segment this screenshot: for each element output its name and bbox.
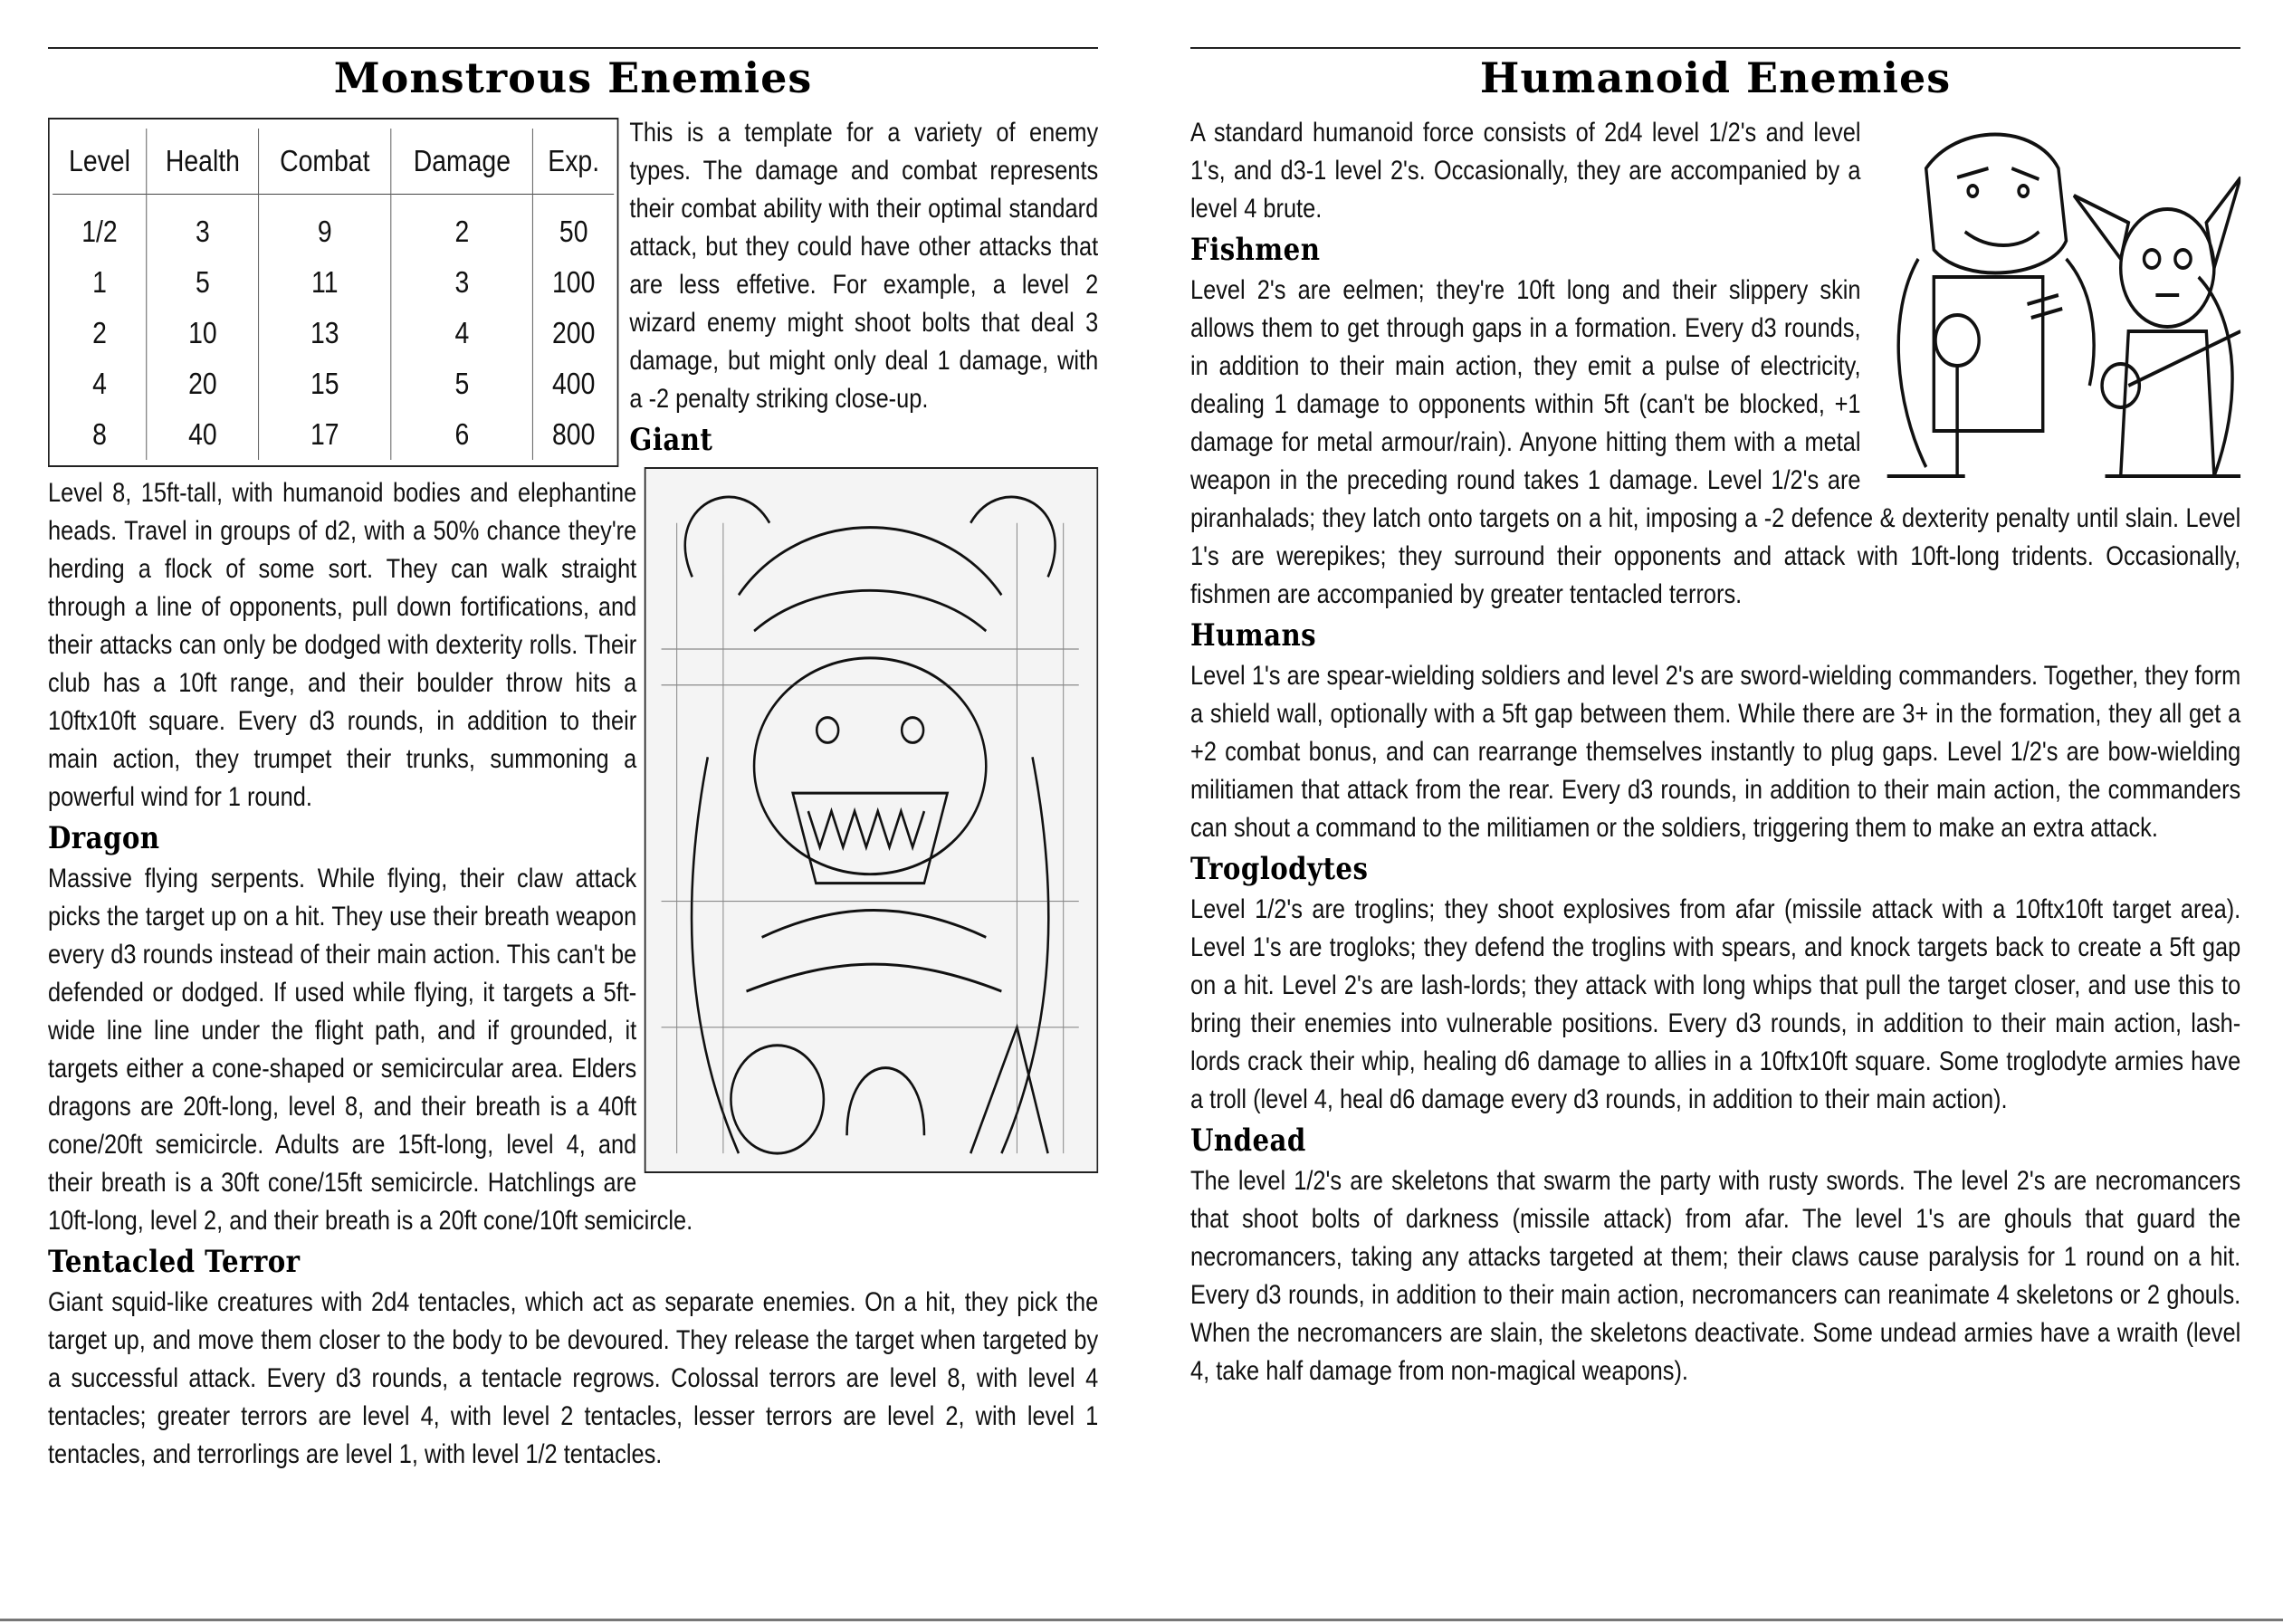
bottom-rule (0, 1619, 2283, 1621)
table-cell: 2 (53, 308, 147, 358)
table-cell: 8 (53, 409, 147, 460)
section-text-troglodytes: Level 1/2's are troglins; they shoot explosives from afar (missile attack with a 10ftx10ft target area). Level 1's are trogloks; they defend the troglins with spears, and knock targets back to create a 5ft gap on a hit. Level 2's are lash-lords; they attack with long whips that pull the target closer, and use this to bring their enemies into vulnerable positions. Every d3 rounds, in addition to their main action, lash-lords crack their whip, healing d6 damage to allies in a 10ftx10ft square. Some troglodyte armies have a troll (level 4, heal d6 damage every d3 rounds, in addition to their main action). (1190, 894, 2241, 1114)
section-heading-tentacled-terror: Tentacled Terror (48, 1244, 301, 1280)
table-cell: 50 (559, 215, 588, 248)
intro-paragraph: This is a template for a variety of enemy types. The damage and combat represents their combat ability with their optimal standard attack, but they could have other attacks that are less effetive. For example, a level 2 wizard enemy might shoot bolts that deal 3 damage, but might only deal 1 damage, with a -2 penalty striking close-up. (629, 118, 1099, 414)
table-cell: 6 (391, 409, 533, 460)
section-heading-dragon: Dragon (48, 820, 160, 856)
section-heading-fishmen: Fishmen (1190, 232, 1321, 268)
stat-table (53, 129, 614, 460)
table-row (53, 358, 614, 409)
right-page-body (1190, 114, 2240, 1390)
table-row (53, 409, 614, 460)
table-cell: 3 (391, 257, 533, 308)
section-text-undead: The level 1/2's are skeletons that swarm the party with rusty swords. The level 2's are necromancers that shoot bolts of darkness (missile attack) from afar. The level 1's are ghouls that guard the necromancers, taking any attacks targeted at them; their claws cause paralysis for 1 round on a hit. Every d3 rounds, in addition to their main action, necromancers can reanimate 4 skeletons or 2 ghouls. When the necromancers are slain, the skeletons deactivate. Some undead armies have a wraith (level 4, take half damage from non-magical weapons). (1190, 1166, 2241, 1386)
left-page-body (48, 114, 1098, 1474)
table-cell: 11 (259, 257, 391, 308)
table-cell: 200 (552, 316, 596, 349)
table-row (53, 195, 614, 258)
table-cell: 4 (53, 358, 147, 409)
stat-table-frame (48, 118, 618, 467)
table-row (53, 257, 614, 308)
section-heading-giant: Giant (629, 422, 713, 458)
stat-header-health: Health (147, 129, 258, 195)
right-page (1190, 0, 2240, 1624)
stat-header-damage: Damage (391, 129, 533, 195)
orc-and-goblin-illustration (1872, 114, 2241, 494)
section-heading-humans: Humans (1190, 617, 1317, 654)
table-cell: 400 (552, 367, 596, 400)
section-text-fishmen: Level 2's are eelmen; they're 10ft long and their slippery skin allows them to get through gaps in a formation. Every d3 rounds, in addition to their main action, they emit a pulse of electricity, dealing 1 damage to opponents within 5ft (can't be blocked, +1 damage for metal armour/rain). Anyone hitting them with a metal weapon in the preceding round takes 1 damage. Level 1/2's are piranhalads; they latch onto targets on a hit, imposing a -2 defence & dexterity penalty until slain. Level 1's are werepikes; they surround their opponents and attack with 10ft-long tridents. Occasionally, fishmen are accompanied by greater tentacled terrors. (1190, 275, 2241, 609)
stat-header-level: Level (53, 129, 147, 195)
table-cell: 4 (391, 308, 533, 358)
stat-table-header-row (53, 129, 614, 195)
page-title: Humanoid Enemies (1479, 53, 1952, 102)
section-text-giant: Level 8, 15ft-tall, with humanoid bodies and elephantine heads. Travel in groups of d2, with a 50% chance they're herding a flock of some sort. They can walk straight through a line of opponents, pull down fortifications, and their attacks can only be dodged with dexterity rolls. Their club has a 10ft range, and their boulder throw hits a 10ftx10ft square. Every d3 rounds, in addition to their main action, they trumpet their trunks, summoning a powerful wind for 1 round. (48, 478, 637, 812)
table-cell: 800 (552, 417, 596, 451)
table-cell: 9 (259, 195, 391, 258)
page-title: Monstrous Enemies (333, 53, 813, 102)
table-cell: 5 (147, 257, 258, 308)
table-row (53, 308, 614, 358)
stat-header-exp: Exp. (548, 144, 600, 177)
table-cell: 1 (53, 257, 147, 308)
top-rule (1190, 47, 2240, 49)
section-text-dragon: Massive flying serpents. While flying, their claw attack picks the target up on a hit. They use their breath weapon every d3 rounds instead of their main action. This can't be defended or dodged. If used while flying, it targets a 5ft-wide line line under the flight path, and if grounded, it targets either a cone-shaped or semicircular area. Elders dragons are 20ft-long, level 8, and their breath is a 40ft cone/20ft semicircle. Adults are 15ft-long, level 4, and their breath is a 30ft cone/15ft semicircle. Hatchlings are 10ft-long, level 2, and their breath is a 20ft cone/10ft semicircle. (48, 864, 693, 1236)
section-text-tentacled-terror: Giant squid-like creatures with 2d4 tentacles, which act as separate enemies. On a hit, they pick the target up, and move them closer to the body to be devoured. They release the target when targeted by a successful attack. Every d3 rounds, a tentacle regrows. Colossal terrors are level 8, with level 4 tentacles; greater terrors are level 4, with level 2 tentacles, lesser terrors are level 2, with level 1 tentacles, and terrorlings are level 1, with level 1/2 tentacles. (48, 1287, 1099, 1469)
dragon-illustration (645, 467, 1098, 1173)
stat-header-combat: Combat (259, 129, 391, 195)
table-cell: 100 (552, 265, 596, 299)
table-cell: 5 (391, 358, 533, 409)
table-cell: 2 (391, 195, 533, 258)
table-cell: 40 (147, 409, 258, 460)
section-heading-troglodytes: Troglodytes (1190, 851, 1369, 887)
table-cell: 13 (259, 308, 391, 358)
table-cell: 15 (259, 358, 391, 409)
intro-paragraph: A standard humanoid force consists of 2d4 level 1/2's and level 1's, and d3-1 level 2's. Occasionally, they are accompanied by a level 4 brute. (1190, 118, 1861, 224)
table-cell: 1/2 (53, 195, 147, 258)
section-text-humans: Level 1's are spear-wielding soldiers and level 2's are sword-wielding commanders. Together, they form a shield wall, optionally with a 5ft gap between them. While there are 3+ in the formation, they all get a +2 combat bonus, and can rearrange themselves instantly to plug gaps. Level 1/2's are bow-wielding militiamen that attack from the rear. Every d3 rounds, in addition to their main action, the commanders can shout a command to the militiamen or the soldiers, triggering them to make an extra attack. (1190, 661, 2241, 843)
section-heading-undead: Undead (1190, 1122, 1306, 1159)
top-rule (48, 47, 1098, 49)
table-cell: 10 (147, 308, 258, 358)
table-cell: 3 (147, 195, 258, 258)
table-cell: 20 (147, 358, 258, 409)
left-page (48, 0, 1098, 1624)
table-cell: 17 (259, 409, 391, 460)
